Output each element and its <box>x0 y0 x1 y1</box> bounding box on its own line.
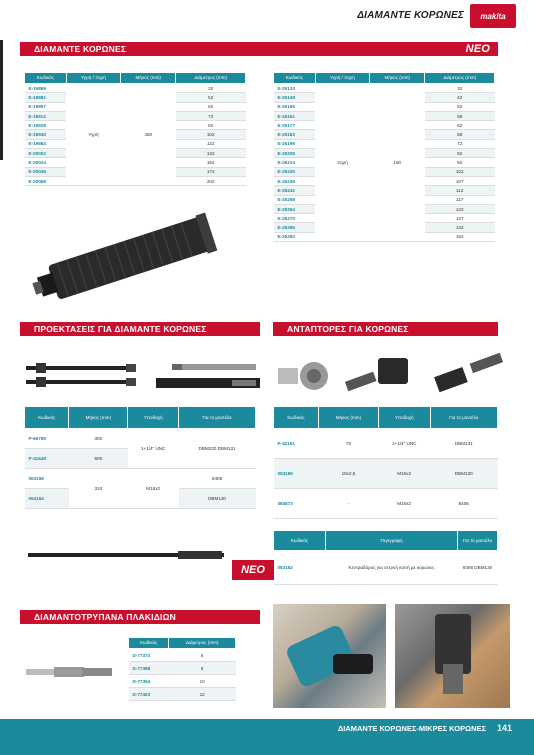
table-cell: E-25177 <box>274 121 316 130</box>
table-cell: E-20046 <box>25 167 67 176</box>
page-number: 141 <box>496 723 512 733</box>
table-cell: 053158 <box>25 469 69 489</box>
table-cell: 202 <box>176 176 246 185</box>
table-cell: E-25183 <box>274 130 316 139</box>
table-cell: 127 <box>425 214 495 223</box>
core-bits-dry-table <box>273 72 495 242</box>
table-cell: 32 <box>176 84 246 93</box>
photo-core-drilling <box>395 604 510 708</box>
photo-drilling-tile <box>273 604 386 708</box>
table-cell: Ξηρή <box>315 84 369 242</box>
table-cell: D-77372 <box>129 649 169 662</box>
table-cell: 152 <box>176 158 246 167</box>
centering-table <box>273 530 498 585</box>
table-cell: DBM230 DBM131 <box>179 429 256 469</box>
table-cell: DBM130 <box>430 459 498 489</box>
new-badge-red: ΝΕΟ <box>232 560 274 580</box>
col-length: Μήκος (mm) <box>319 407 379 429</box>
table-cell: 52 <box>425 102 495 111</box>
col-model: Για το μοντέλο <box>458 531 498 551</box>
table-cell: 384573 <box>274 489 319 519</box>
table-cell: 52 <box>176 93 246 102</box>
section-bar-core-bits <box>20 42 498 56</box>
section-bar-adapters <box>273 322 498 336</box>
table-cell: E-20002 <box>25 149 67 158</box>
table-cell: 1+1/4" UNC <box>378 429 430 459</box>
table-cell: E-25264 <box>274 204 316 213</box>
table-cell: 102 <box>176 130 246 139</box>
table-cell: - <box>319 489 379 519</box>
col-diameter: Διάμετρος (mm) <box>425 73 495 84</box>
col-code: Κωδικός <box>25 407 69 429</box>
table-cell: 62 <box>425 121 495 130</box>
table-cell: E-25214 <box>274 158 316 167</box>
table-cell: 72 <box>425 139 495 148</box>
col-code: Κωδικός <box>274 531 326 551</box>
table-row <box>129 688 236 701</box>
table-cell: 62 <box>176 102 246 111</box>
table-cell: 122 <box>425 204 495 213</box>
col-type: Υγρή / Ξηρή <box>315 73 369 84</box>
col-model: Για το μοντέλο <box>430 407 498 429</box>
table-cell: 10 <box>169 675 236 688</box>
table-cell: 132 <box>176 149 246 158</box>
col-code: Κωδικός <box>274 73 316 84</box>
table-cell: 172 <box>176 167 246 176</box>
side-line <box>0 40 3 160</box>
table-cell: E-25149 <box>274 93 316 102</box>
page-header-title: ΔΙΑΜΑΝΤΕ ΚΟΡΩΝΕΣ <box>357 10 464 21</box>
table-cell: M16x2 <box>128 469 179 509</box>
table-cell: E-19869 <box>25 84 67 93</box>
extension-bar-image <box>152 356 264 396</box>
table-cell: 8406 <box>179 469 256 489</box>
table-cell: E-25220 <box>274 167 316 176</box>
table-cell: Υγρή <box>66 84 120 186</box>
tile-bits-table <box>128 637 236 701</box>
table-cell: M16x2 <box>378 459 430 489</box>
table-cell: D-77394 <box>129 675 169 688</box>
table-cell: 8406 DBM130 <box>458 551 498 585</box>
col-model: Για το μοντέλο <box>179 407 256 429</box>
table-cell: 102 <box>425 167 495 176</box>
table-cell: E-25270 <box>274 214 316 223</box>
table-cell: E-19940 <box>25 130 67 139</box>
table-cell: D-77388 <box>129 662 169 675</box>
col-mount: Υποδοχή <box>378 407 430 429</box>
new-badge: ΝΕΟ <box>465 43 490 55</box>
adapter-1-image <box>274 356 334 396</box>
table-cell: E-25236 <box>274 176 316 185</box>
table-cell: E-25242 <box>274 186 316 195</box>
col-mount: Υποδοχή <box>128 407 179 429</box>
table-cell: 8 <box>169 662 236 675</box>
table-cell: 68 <box>425 130 495 139</box>
table-cell: P-42151 <box>274 429 319 459</box>
table-cell: Κεντραδόρος για στεγνή κοπή με κορώνες <box>326 551 458 585</box>
table-cell: P-66759 <box>25 429 69 449</box>
table-cell: E-25133 <box>274 84 316 93</box>
table-cell: E-19984 <box>25 139 67 148</box>
table-cell: E-19897 <box>25 102 67 111</box>
col-type: Υγρή / Ξηρή <box>66 73 120 84</box>
table-cell: M16x2 <box>378 489 430 519</box>
table-cell: 32 <box>425 84 495 93</box>
table-cell: 300 <box>69 429 128 449</box>
table-cell: 132 <box>425 223 495 232</box>
table-cell: E-20024 <box>25 158 67 167</box>
section-bar-extensions <box>20 322 260 336</box>
table-cell: 150 <box>370 84 425 242</box>
table-cell: 82 <box>176 121 246 130</box>
section-bar-tile-bits <box>20 610 260 624</box>
table-cell: 8406 <box>430 489 498 519</box>
adapters-table <box>273 406 498 519</box>
section-title: ΠΡΟΕΚΤΑΣΕΙΣ ΓΙΑ ΔΙΑΜΑΝΤΕ ΚΟΡΩΝΕΣ <box>34 324 207 334</box>
table-cell: 6 <box>169 649 236 662</box>
table-cell: E-19881 <box>25 93 67 102</box>
table-row <box>129 675 236 688</box>
table-cell: DBM131 <box>430 429 498 459</box>
table-cell: 450 <box>121 84 176 186</box>
table-cell: 500 <box>69 449 128 469</box>
col-diameter: Διάμετρος (mm) <box>176 73 246 84</box>
section-title: ΔΙΑΜΑΝΤΕ ΚΟΡΩΝΕΣ <box>34 44 127 54</box>
centering-rod-image <box>28 548 228 562</box>
col-description: Περιγραφή <box>326 531 458 551</box>
table-row <box>274 84 495 93</box>
table-cell: D-77403 <box>129 688 169 701</box>
col-code: Κωδικός <box>25 73 67 84</box>
table-cell: 122 <box>176 139 246 148</box>
table-cell: 053165 <box>274 459 319 489</box>
table-cell: 12 <box>169 688 236 701</box>
col-code: Κωδικός <box>129 638 169 649</box>
table-cell: 72 <box>176 111 246 120</box>
col-length: Μήκος (mm) <box>370 73 425 84</box>
table-cell: E-19912 <box>25 111 67 120</box>
table-row <box>129 662 236 675</box>
table-cell: 117 <box>425 195 495 204</box>
table-cell: DBM130 <box>179 489 256 509</box>
table-cell: 1+1/4" UNC <box>128 429 179 469</box>
footer-text: ΔΙΑΜΑΝΤΕ ΚΟΡΩΝΕΣ-ΜΙΚΡΕΣ ΚΟΡΩΝΕΣ <box>337 724 486 733</box>
table-cell: 107 <box>425 176 495 185</box>
table-cell: P-41648 <box>25 449 69 469</box>
table-cell: 58 <box>425 111 495 120</box>
extension-rods-image <box>22 356 142 396</box>
tile-bit-image <box>26 664 116 680</box>
table-cell: 053152 <box>274 551 326 585</box>
makita-logo: makita <box>470 4 516 28</box>
col-code: Κωδικός <box>274 407 319 429</box>
table-cell: 18x2,5 <box>319 459 379 489</box>
adapter-3-image <box>430 352 510 396</box>
table-cell: 053164 <box>25 489 69 509</box>
table-cell: E-25155 <box>274 102 316 111</box>
adapter-2-image <box>342 352 422 396</box>
table-cell: E-19928 <box>25 121 67 130</box>
col-length: Μήκος (mm) <box>121 73 176 84</box>
core-bits-wet-table <box>24 72 246 186</box>
core-bit-image <box>30 210 230 310</box>
table-cell: 310 <box>69 469 128 509</box>
table-cell: E-20068 <box>25 176 67 185</box>
table-cell: 92 <box>425 158 495 167</box>
table-cell: 152 <box>425 232 495 241</box>
table-cell: 82 <box>425 149 495 158</box>
table-row <box>25 84 246 93</box>
table-cell: E-25292 <box>274 232 316 241</box>
col-diameter: Διάμετρος (mm) <box>169 638 236 649</box>
table-cell: E-25286 <box>274 223 316 232</box>
table-cell: E-25161 <box>274 111 316 120</box>
table-cell: E-25208 <box>274 149 316 158</box>
extensions-table <box>24 406 256 509</box>
table-cell: 42 <box>425 93 495 102</box>
table-cell: 112 <box>425 186 495 195</box>
table-cell: E-25258 <box>274 195 316 204</box>
section-title: ΔΙΑΜΑΝΤΟΤΡΥΠΑΝΑ ΠΛΑΚΙΔΙΩΝ <box>34 612 176 622</box>
section-title: ΑΝΤΑΠΤΟΡΕΣ ΓΙΑ ΚΟΡΩΝΕΣ <box>287 324 409 334</box>
col-length: Μήκος (mm) <box>69 407 128 429</box>
table-cell: 75 <box>319 429 379 459</box>
table-row <box>129 649 236 662</box>
table-cell: E-25199 <box>274 139 316 148</box>
